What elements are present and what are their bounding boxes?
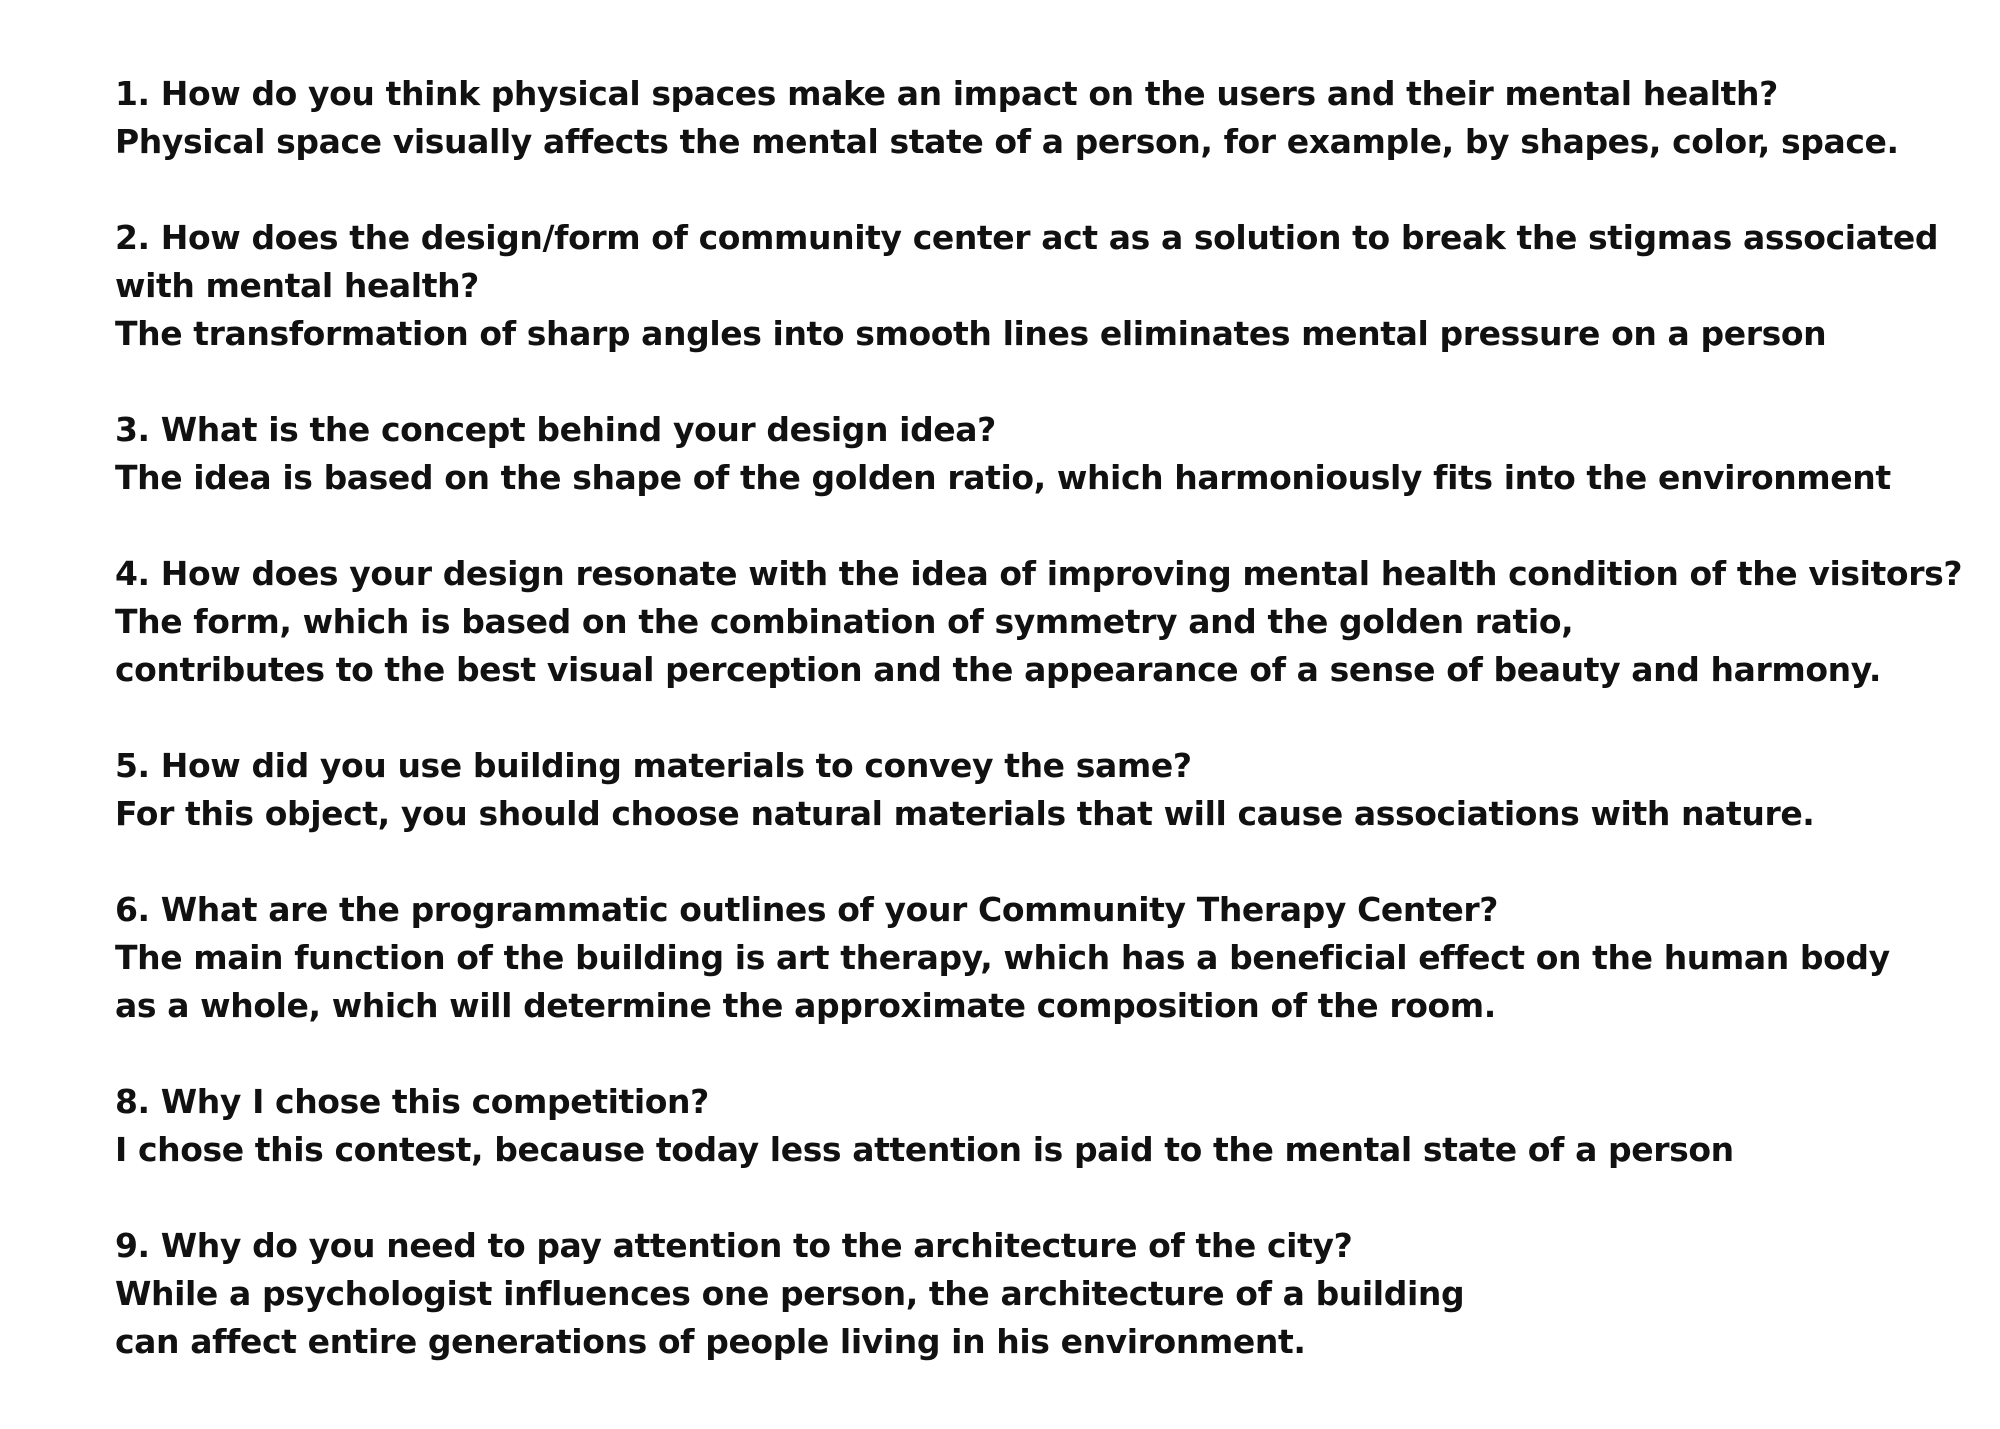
- answer-line: as a whole, which will determine the approximate composition of the room.: [115, 986, 1496, 1025]
- qa-item-8: [115, 1078, 1975, 1174]
- answer-line: The form, which is based on the combination of symmetry and the golden ratio,: [115, 602, 1574, 641]
- answer-line: The idea is based on the shape of the golden ratio, which harmoniously fits into the environment: [115, 458, 1891, 497]
- qa-item-4: [115, 550, 1975, 694]
- answer-line: can affect entire generations of people living in his environment.: [115, 1322, 1306, 1361]
- qa-item-9: [115, 1222, 1975, 1366]
- answer-line: contributes to the best visual perception and the appearance of a sense of beauty and harmony.: [115, 650, 1881, 689]
- answer-line: The main function of the building is art therapy, which has a beneficial effect on the human body: [115, 938, 1890, 977]
- qa-item-6: [115, 886, 1975, 1030]
- qa-item-1: [115, 70, 1975, 166]
- question-line: 3. What is the concept behind your design idea?: [115, 410, 996, 449]
- answer-line: For this object, you should choose natural materials that will cause associations with nature.: [115, 794, 1815, 833]
- question-line: 1. How do you think physical spaces make an impact on the users and their mental health?: [115, 74, 1778, 113]
- answer-line: While a psychologist influences one person, the architecture of a building: [115, 1274, 1465, 1313]
- answer-line: Physical space visually affects the mental state of a person, for example, by shapes, color, space.: [115, 122, 1899, 161]
- answer-line: The transformation of sharp angles into smooth lines eliminates mental pressure on a person: [115, 314, 1827, 353]
- question-line: 5. How did you use building materials to convey the same?: [115, 746, 1192, 785]
- answer-line: I chose this contest, because today less attention is paid to the mental state of a person: [115, 1130, 1734, 1169]
- qa-item-2: [115, 214, 1975, 358]
- document-body: [115, 70, 1975, 1366]
- question-line: 8. Why I chose this competition?: [115, 1082, 709, 1121]
- question-line: 6. What are the programmatic outlines of your Community Therapy Center?: [115, 890, 1498, 929]
- question-line: 4. How does your design resonate with the idea of improving mental health condition of the visitors?: [115, 554, 1963, 593]
- qa-item-5: [115, 742, 1975, 838]
- question-line: with mental health?: [115, 266, 479, 305]
- question-line: 2. How does the design/form of community center act as a solution to break the stigmas associated: [115, 218, 1939, 257]
- qa-item-3: [115, 406, 1975, 502]
- question-line: 9. Why do you need to pay attention to the architecture of the city?: [115, 1226, 1353, 1265]
